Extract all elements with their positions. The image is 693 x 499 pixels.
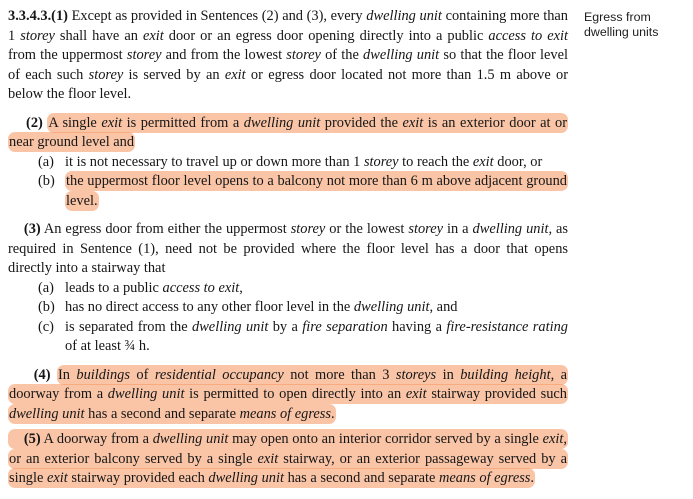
sentence-3: (3) An egress door from either the uppermost storey or the lowest storey in a dwelling unit, as required in Sentence (1), need not be provided where the floor level has a door that opens directly into a stairway that: [8, 221, 569, 276]
clause-3b: (b) has no direct access to any other floor level in the dwelling unit, and: [38, 299, 458, 315]
sentence-4: [8, 366, 568, 425]
article-number: 3.3.4.3.(1): [8, 8, 68, 24]
highlight-clause-2b: the uppermost floor level opens to a balcony not more than 6 m above adjacent ground level.: [66, 173, 567, 209]
highlight-sentence-4: In buildings of residential occupancy not more than 3 storeys in building height, a doorway from a dwelling unit is permitted to open directly into an exit stairway provided such dwelling unit has a second and separate means of egress.: [9, 366, 567, 422]
margin-note: Egress from dwelling units: [584, 10, 659, 39]
clause-3a: (a) leads to a public access to exit,: [38, 279, 243, 296]
clause-2a: (a) it is not necessary to travel up or down more than 1 storey to reach the exit door, or: [38, 153, 543, 170]
sentence-5-number: (5): [23, 431, 41, 447]
highlight-sentence-5: (5) A doorway from a dwelling unit may open onto an interior corridor served by a single exit, or an exterior balcony served by a single exit stairway, or an exterior passageway served by a single exit stairway provided each dwelling unit has a second and separate means of egress.: [9, 431, 567, 486]
clause-3c: (c) is separated from the dwelling unit by a fire separation having a fire-resistance rating of at least ¾ h.: [38, 318, 568, 354]
sentence-3-number: (3): [23, 221, 41, 237]
clause-2b: (b) the uppermost floor level opens to a balcony not more than 6 m above adjacent ground level.: [38, 173, 567, 209]
sentence-2-number: (2): [26, 114, 43, 131]
sentence-5: [8, 430, 568, 489]
sentence-2: [8, 114, 568, 153]
sentence-4-number: (4): [33, 366, 51, 383]
sentence-1: 3.3.4.3.(1) Except as provided in Sentences (2) and (3), every dwelling unit containing more than 1 storey shall have an exit door or an egress door opening directly into a public access to exit from the uppermost storey and from the lowest storey of the dwelling unit so that the floor level of each such storey is served by an exit or egress door located not more than 1.5 m above or below the floor level.: [8, 8, 569, 102]
highlight-sentence-2: A single exit is permitted from a dwelling unit provided the exit is an exterior door at or near ground level and: [9, 114, 568, 150]
code-text: [8, 7, 568, 489]
